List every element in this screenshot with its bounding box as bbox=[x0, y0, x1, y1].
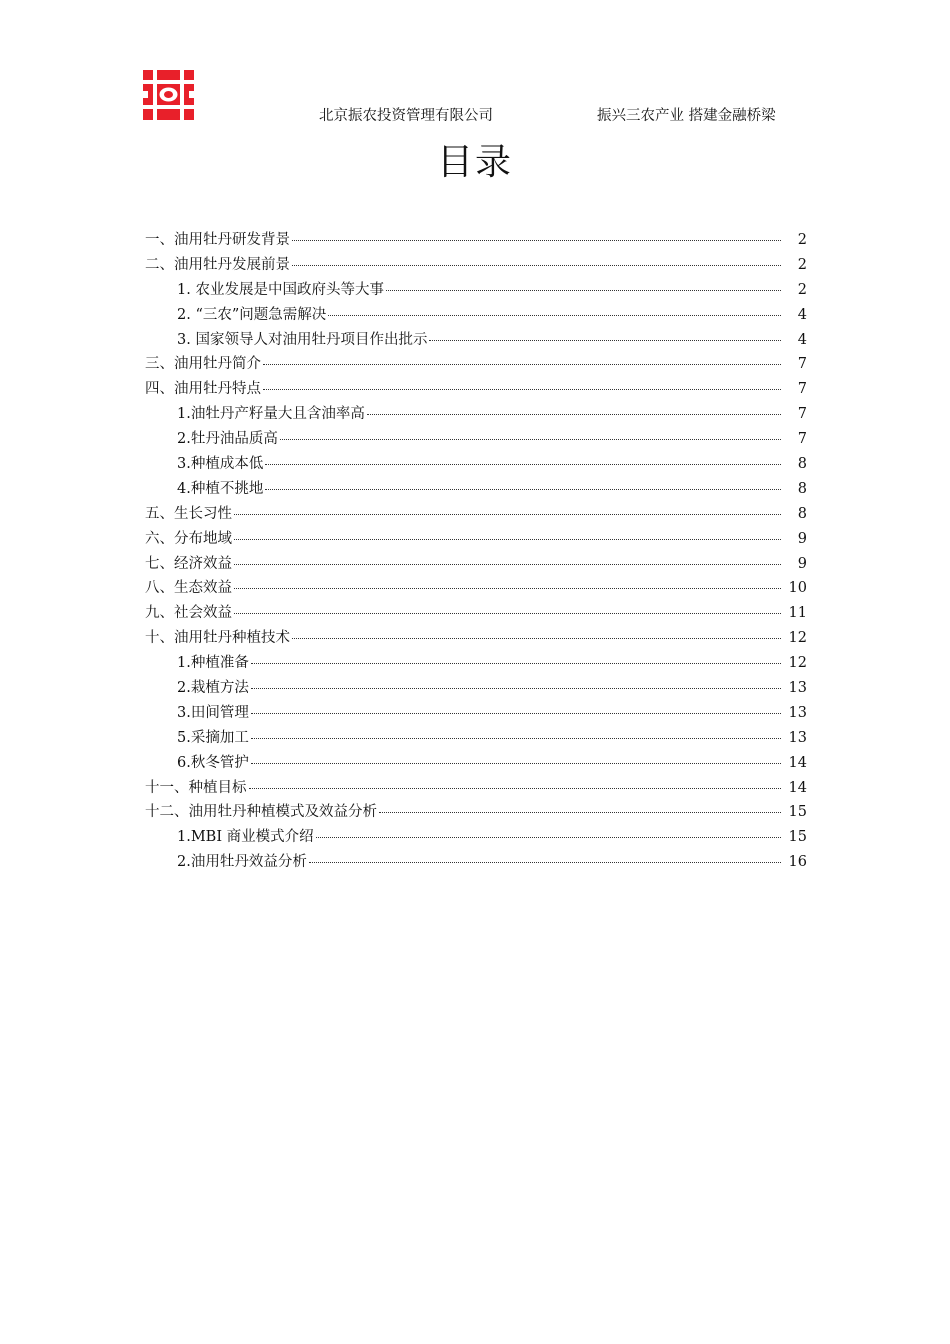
toc-entry[interactable] bbox=[145, 676, 807, 701]
company-name: 北京振农投资管理有限公司 bbox=[319, 108, 493, 124]
toc-entry-page-number: 7 bbox=[797, 431, 807, 448]
toc-dot-leader bbox=[292, 265, 781, 266]
toc-entry-page-number: 7 bbox=[797, 381, 807, 398]
toc-entry-label: 6.秋冬管护 bbox=[177, 754, 249, 771]
toc-entry-label: 二、油用牡丹发展前景 bbox=[145, 256, 290, 273]
toc-dot-leader bbox=[263, 364, 781, 365]
toc-entry-label: 十二、油用牡丹种植模式及效益分析 bbox=[145, 804, 377, 821]
toc-entry-page-number: 8 bbox=[797, 505, 807, 522]
toc-entry-page-number: 8 bbox=[797, 480, 807, 497]
toc-entry-label: 3. 国家领导人对油用牡丹项目作出批示 bbox=[177, 331, 428, 348]
toc-entry[interactable] bbox=[145, 825, 807, 850]
toc-entry[interactable] bbox=[145, 278, 807, 303]
toc-entry[interactable] bbox=[145, 377, 807, 402]
toc-entry[interactable] bbox=[145, 552, 807, 577]
toc-entry-page-number: 2 bbox=[797, 232, 807, 248]
toc-dot-leader bbox=[263, 389, 781, 390]
toc-entry-label: 1. 农业发展是中国政府头等大事 bbox=[177, 281, 384, 298]
toc-entry[interactable] bbox=[145, 352, 807, 377]
toc-entry-page-number: 4 bbox=[797, 306, 807, 323]
toc-entry-label: 1.油牡丹产籽量大且含油率高 bbox=[177, 406, 365, 423]
toc-entry[interactable] bbox=[145, 776, 807, 801]
toc-entry[interactable] bbox=[145, 850, 807, 875]
toc-entry[interactable] bbox=[145, 328, 807, 353]
toc-entry-page-number: 15 bbox=[788, 804, 807, 821]
toc-entry-label: 1.MBI 商业模式介绍 bbox=[177, 829, 314, 846]
toc-entry[interactable] bbox=[145, 253, 807, 278]
toc-entry-label: 三、油用牡丹简介 bbox=[145, 356, 261, 373]
toc-entry-page-number: 14 bbox=[788, 754, 807, 771]
toc-entry-page-number: 12 bbox=[788, 655, 807, 672]
toc-entry-page-number: 7 bbox=[797, 406, 807, 423]
toc-entry[interactable] bbox=[145, 626, 807, 651]
toc-entry[interactable] bbox=[145, 701, 807, 726]
toc-dot-leader bbox=[280, 439, 781, 440]
toc-entry-label: 3.种植成本低 bbox=[177, 456, 264, 473]
toc-entry-page-number: 12 bbox=[788, 630, 807, 647]
toc-dot-leader bbox=[429, 340, 781, 341]
toc-entry-page-number: 9 bbox=[797, 555, 807, 572]
toc-dot-leader bbox=[379, 812, 781, 813]
toc-entry[interactable] bbox=[145, 502, 807, 527]
toc-entry-page-number: 2 bbox=[797, 281, 807, 298]
toc-entry-page-number: 9 bbox=[797, 530, 807, 547]
toc-entry-page-number: 10 bbox=[788, 580, 807, 597]
toc-dot-leader bbox=[316, 837, 781, 838]
toc-entry-page-number: 16 bbox=[788, 854, 807, 871]
toc-entry[interactable] bbox=[145, 303, 807, 328]
toc-entry-page-number: 7 bbox=[797, 356, 807, 373]
toc-entry-page-number: 14 bbox=[788, 779, 807, 796]
toc-dot-leader bbox=[234, 588, 781, 589]
toc-dot-leader bbox=[265, 489, 781, 490]
toc-entry-page-number: 13 bbox=[788, 680, 807, 697]
toc-entry[interactable] bbox=[145, 427, 807, 452]
toc-dot-leader bbox=[328, 315, 781, 316]
toc-entry-label: 六、分布地域 bbox=[145, 530, 232, 547]
toc-dot-leader bbox=[251, 713, 781, 714]
toc-dot-leader bbox=[386, 290, 781, 291]
toc-entry[interactable] bbox=[145, 452, 807, 477]
page-header bbox=[0, 104, 950, 124]
toc-entry-label: 2.栽植方法 bbox=[177, 680, 249, 697]
toc-dot-leader bbox=[292, 240, 781, 241]
page-title: 目录 bbox=[436, 142, 513, 183]
toc-entry[interactable] bbox=[145, 576, 807, 601]
company-slogan: 振兴三农产业 搭建金融桥梁 bbox=[597, 108, 776, 124]
toc-dot-leader bbox=[234, 539, 781, 540]
toc-entry-page-number: 2 bbox=[797, 256, 807, 273]
toc-entry-page-number: 13 bbox=[788, 704, 807, 721]
toc-entry-label: 2.牡丹油品质高 bbox=[177, 431, 278, 448]
toc-dot-leader bbox=[367, 414, 781, 415]
toc-entry[interactable] bbox=[145, 228, 807, 253]
toc-entry-label: 一、油用牡丹研发背景 bbox=[145, 232, 290, 248]
toc-entry-page-number: 15 bbox=[788, 829, 807, 846]
toc-dot-leader bbox=[234, 514, 781, 515]
toc-entry[interactable] bbox=[145, 726, 807, 751]
toc-entry-label: 2.油用牡丹效益分析 bbox=[177, 854, 307, 871]
toc-entry-label: 十、油用牡丹种植技术 bbox=[145, 630, 290, 647]
toc-entry[interactable] bbox=[145, 527, 807, 552]
toc-entry-label: 2. “三农”问题急需解决 bbox=[177, 306, 327, 323]
table-of-contents bbox=[145, 228, 807, 875]
toc-entry-label: 五、生长习性 bbox=[145, 505, 232, 522]
toc-entry-label: 八、生态效益 bbox=[145, 580, 232, 597]
toc-dot-leader bbox=[251, 688, 781, 689]
toc-entry-label: 1.种植准备 bbox=[177, 655, 249, 672]
toc-entry[interactable] bbox=[145, 402, 807, 427]
toc-entry[interactable] bbox=[145, 800, 807, 825]
toc-entry-label: 5.采摘加工 bbox=[177, 729, 249, 746]
toc-entry-label: 四、油用牡丹特点 bbox=[145, 381, 261, 398]
toc-entry-label: 七、经济效益 bbox=[145, 555, 232, 572]
toc-entry-label: 十一、种植目标 bbox=[145, 779, 247, 796]
toc-entry-page-number: 8 bbox=[797, 456, 807, 473]
toc-dot-leader bbox=[309, 862, 781, 863]
toc-dot-leader bbox=[251, 763, 781, 764]
toc-dot-leader bbox=[251, 738, 781, 739]
toc-entry-page-number: 4 bbox=[797, 331, 807, 348]
toc-entry-label: 3.田间管理 bbox=[177, 704, 249, 721]
toc-entry[interactable] bbox=[145, 651, 807, 676]
toc-dot-leader bbox=[249, 788, 782, 789]
toc-dot-leader bbox=[265, 464, 781, 465]
toc-entry-page-number: 11 bbox=[788, 605, 807, 622]
toc-entry[interactable] bbox=[145, 751, 807, 776]
toc-entry-page-number: 13 bbox=[788, 729, 807, 746]
toc-dot-leader bbox=[234, 564, 781, 565]
toc-entry-label: 4.种植不挑地 bbox=[177, 480, 264, 497]
toc-entry[interactable] bbox=[145, 601, 807, 626]
toc-dot-leader bbox=[251, 663, 781, 664]
toc-dot-leader bbox=[292, 638, 781, 639]
toc-entry-label: 九、社会效益 bbox=[145, 605, 232, 622]
toc-entry[interactable] bbox=[145, 477, 807, 502]
toc-dot-leader bbox=[234, 613, 781, 614]
